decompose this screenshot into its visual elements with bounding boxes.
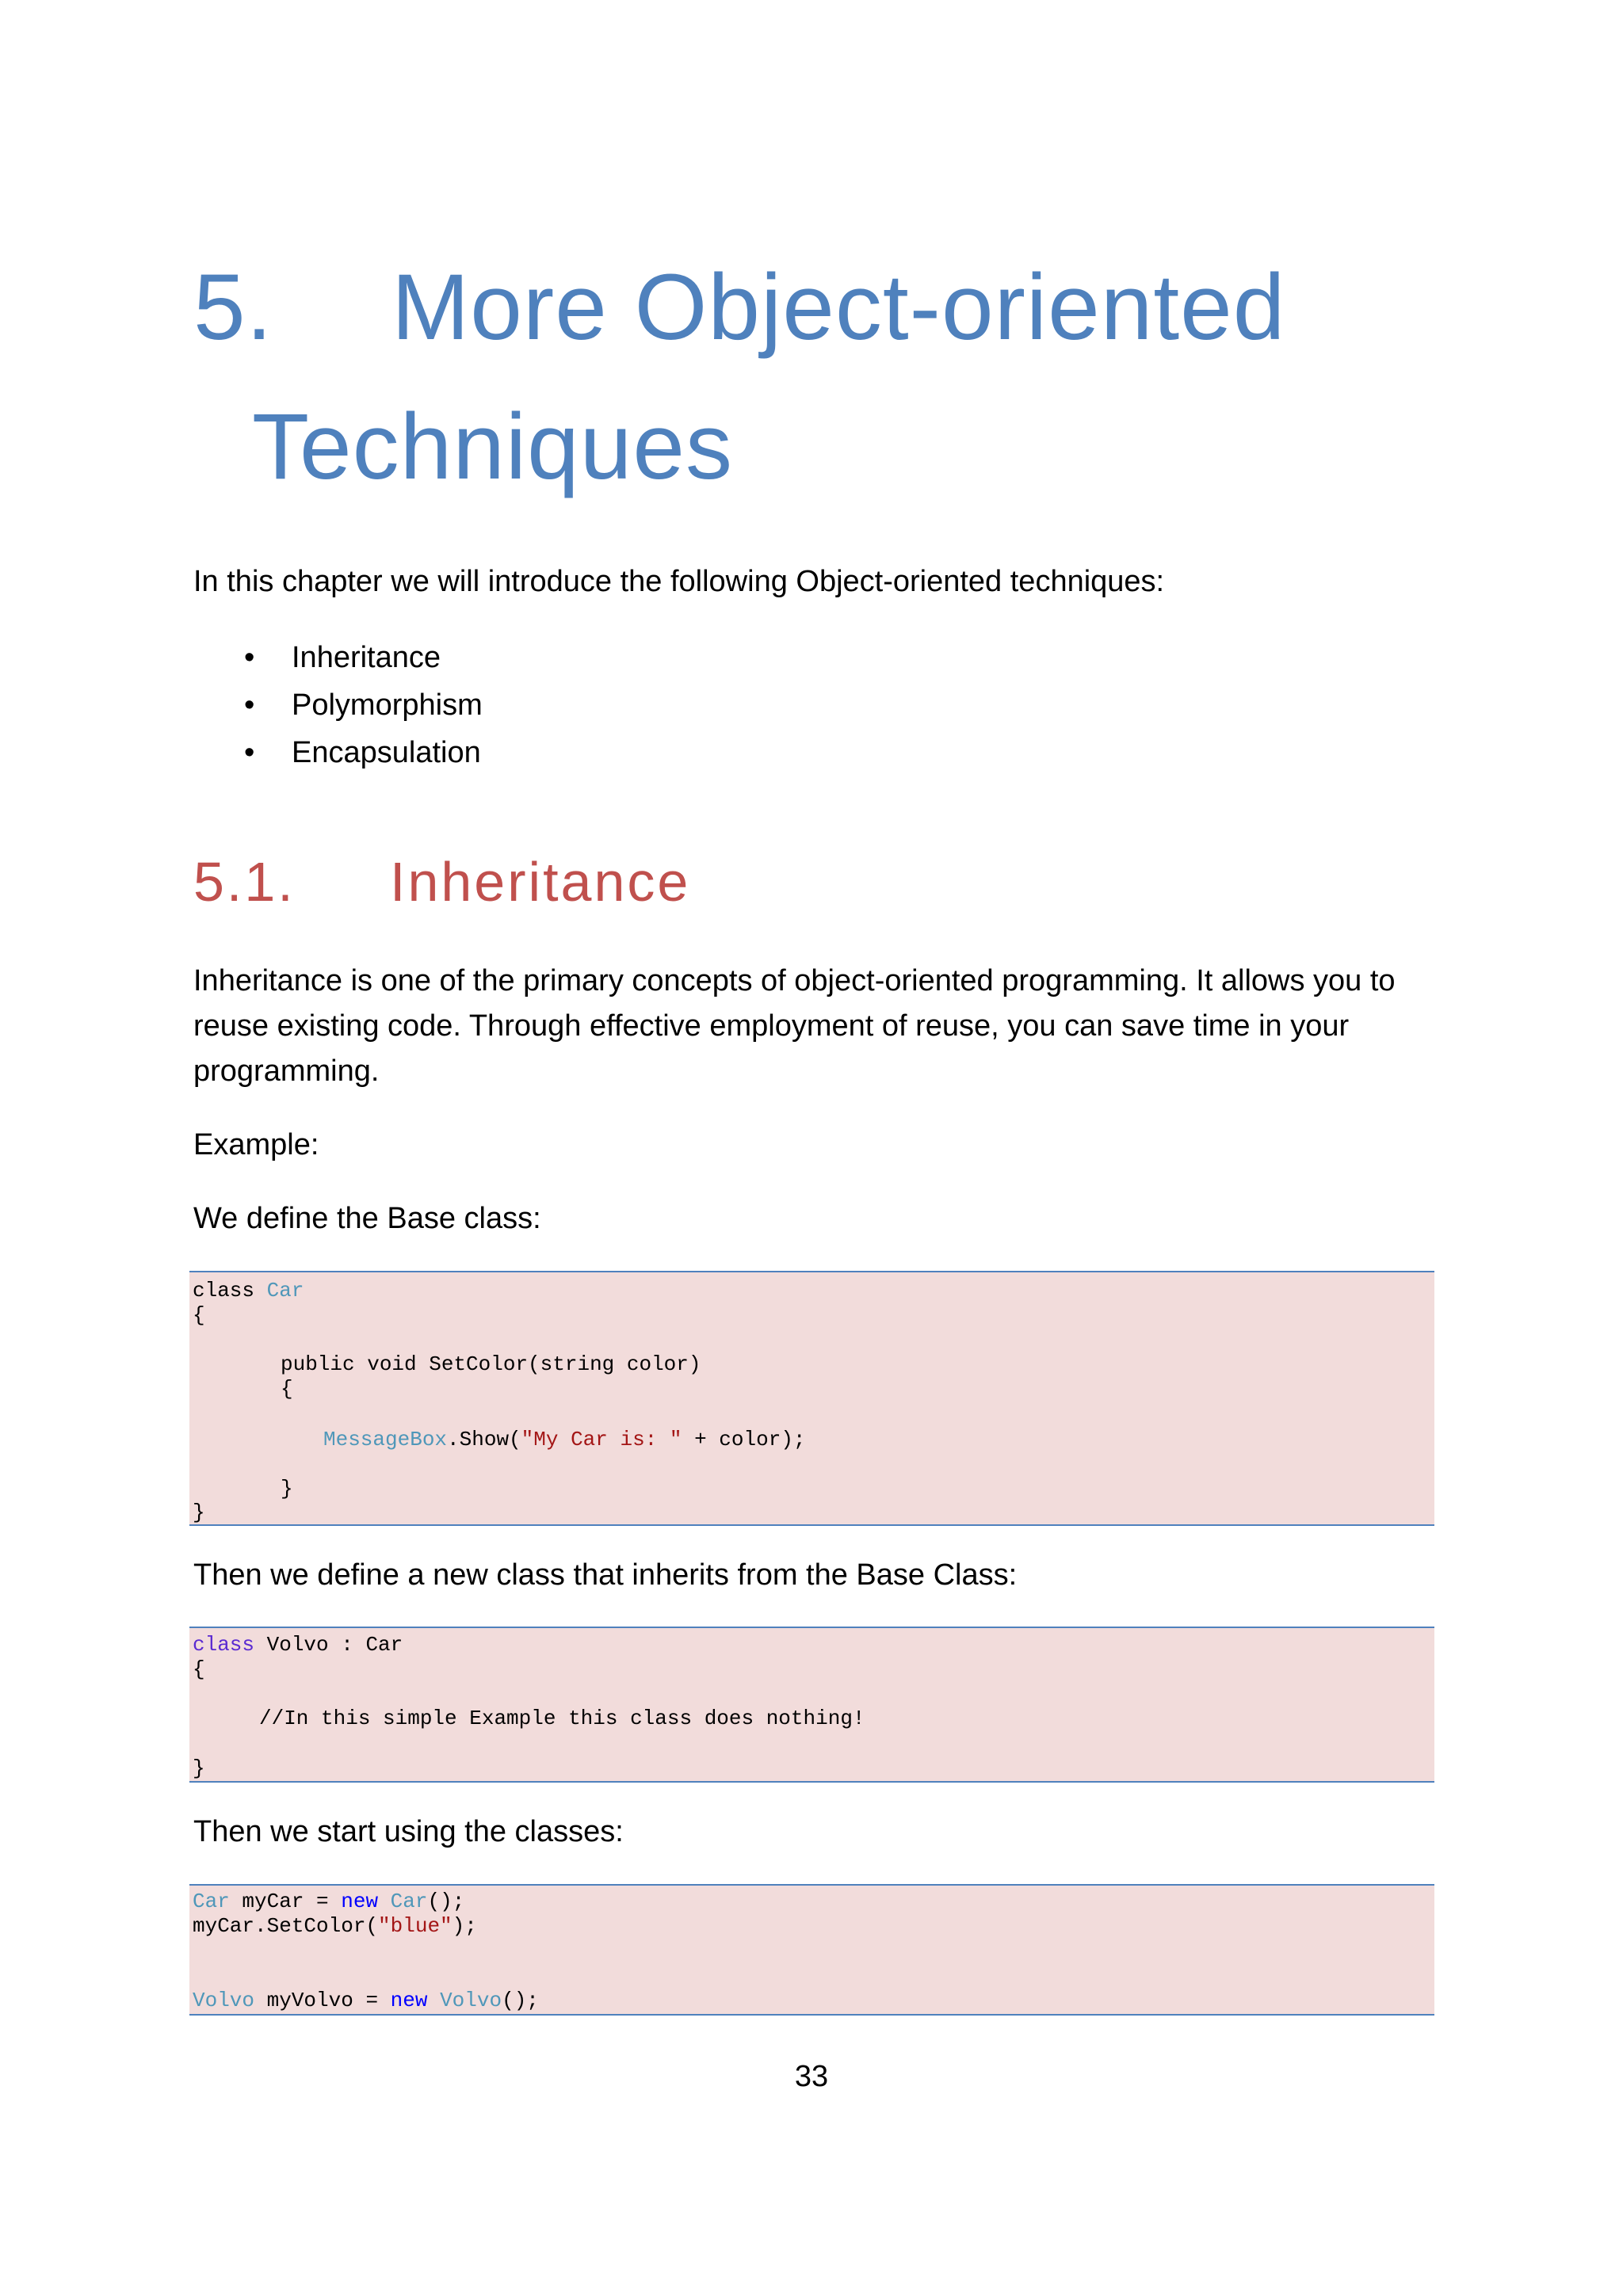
code-block-usage	[189, 1884, 1434, 2016]
section-heading	[193, 846, 690, 917]
technique-list	[193, 634, 483, 776]
chapter-title-line1: More Object-oriented	[391, 255, 1286, 360]
bullet-icon: •	[244, 736, 255, 769]
inheritance-paragraph	[193, 959, 1445, 1094]
section-title: Inheritance	[390, 851, 691, 913]
chapter-number: 5.	[193, 255, 273, 360]
bullet-icon: •	[244, 641, 255, 674]
paragraph-line: Inheritance is one of the primary concepts of object-oriented programming. It allows you to	[193, 964, 1396, 997]
define-derived-text: Then we define a new class that inherits from the Base Class:	[193, 1558, 1018, 1592]
code-line: //In this simple Example this class does nothing!	[259, 1707, 865, 1730]
intro-paragraph: In this chapter we will introduce the following Object-oriented techniques:	[193, 565, 1165, 598]
paragraph-line: programming.	[193, 1055, 380, 1088]
code-block-base-class	[189, 1271, 1434, 1526]
code-line: {	[281, 1377, 293, 1401]
list-item-label: Encapsulation	[292, 736, 481, 769]
code-line: class Volvo : Car	[193, 1633, 403, 1657]
code-line: {	[193, 1657, 205, 1681]
chapter-title-line2: Techniques	[252, 395, 733, 499]
start-using-text: Then we start using the classes:	[193, 1815, 624, 1848]
code-line: }	[193, 1756, 205, 1780]
define-base-text: We define the Base class:	[193, 1202, 541, 1235]
chapter-heading	[193, 238, 1461, 517]
paragraph-line: reuse existing code. Through effective employment of reuse, you can save time in your	[193, 1009, 1350, 1043]
list-item	[193, 634, 483, 681]
code-line: }	[281, 1477, 293, 1501]
code-line: Volvo myVolvo = new Volvo();	[193, 1989, 539, 2012]
page-number: 33	[794, 2060, 829, 2093]
list-item	[193, 729, 483, 776]
code-line: MessageBox.Show("My Car is: " + color);	[323, 1428, 806, 1451]
code-line: }	[193, 1501, 205, 1524]
list-item-label: Polymorphism	[292, 688, 483, 722]
example-label: Example:	[193, 1128, 319, 1161]
bullet-icon: •	[244, 688, 255, 722]
code-line: class Car	[193, 1279, 304, 1302]
code-line: myCar.SetColor("blue");	[193, 1914, 477, 1938]
code-line: {	[193, 1303, 205, 1327]
code-line: public void SetColor(string color)	[281, 1352, 701, 1376]
code-line: Car myCar = new Car();	[193, 1890, 465, 1913]
section-number: 5.1.	[193, 851, 296, 913]
code-block-derived-class	[189, 1627, 1434, 1783]
list-item-label: Inheritance	[292, 641, 441, 674]
list-item	[193, 681, 483, 729]
